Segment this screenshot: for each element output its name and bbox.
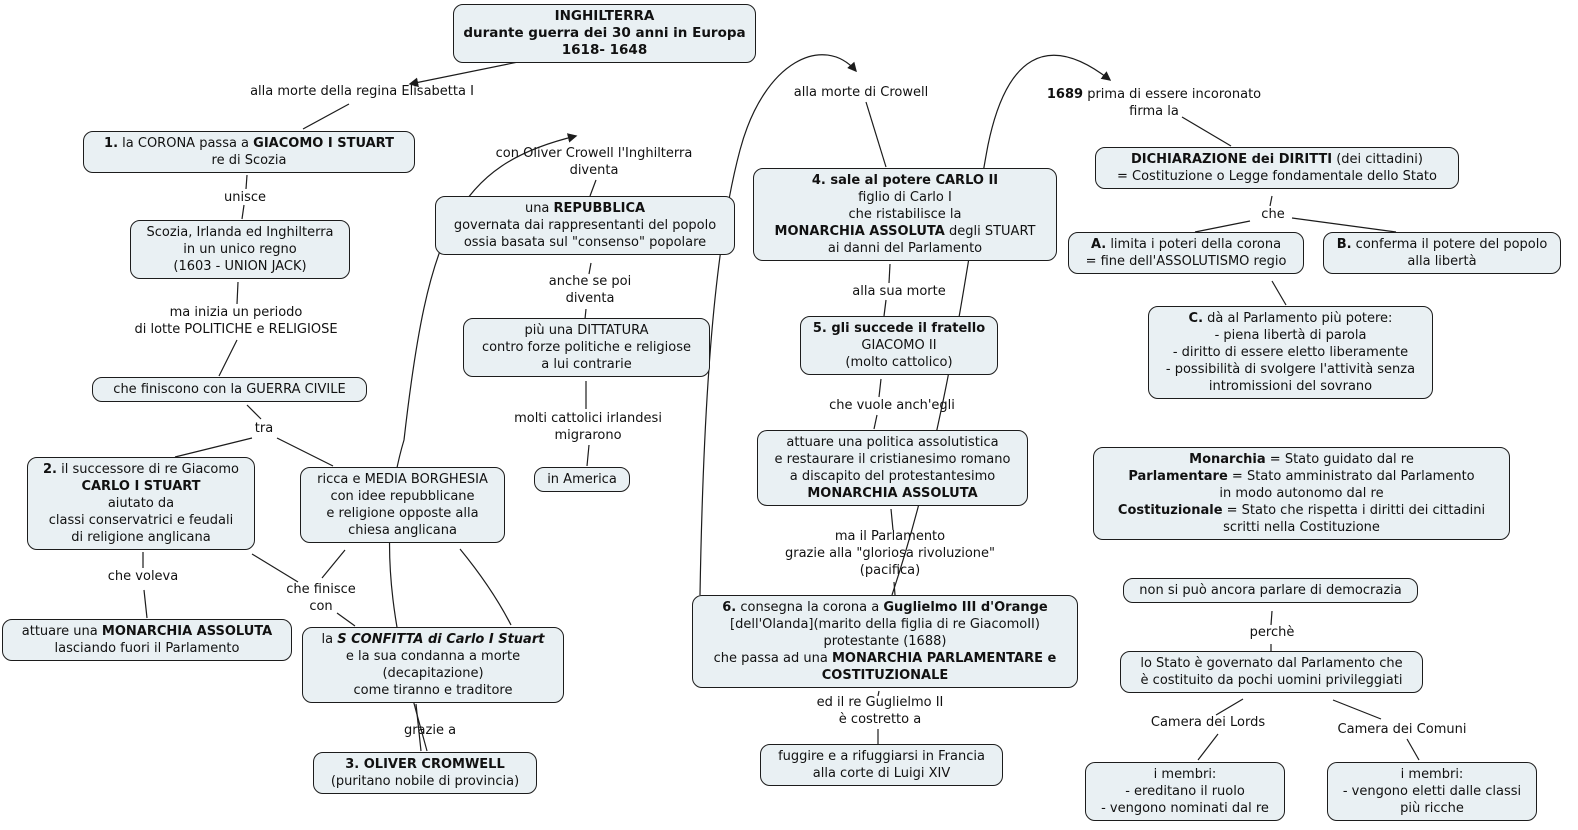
label-che-voleva: che voleva [107,569,179,584]
node-stato-governato-parlamento: lo Stato è governato dal Parlamento che è costituito da pochi uomini privileggiati [1120,651,1423,693]
node-fuga-in-francia: fuggire e a rifuggiarsi in Francia alla corte di Luigi XIV [760,744,1003,786]
label-tra: tra [254,421,274,436]
label-1689-firma: 1689 prima di essere incoronato firma la [1046,87,1262,119]
node-5-giacomo-ii: 5. gli succede il fratello GIACOMO II (molto cattolico) [800,316,998,375]
node-title-inghilterra: INGHILTERRA durante guerra dei 30 anni in Europa 1618- 1648 [453,4,756,63]
label-camera-comuni: Camera dei Comuni [1337,722,1467,737]
node-3-oliver-cromwell: 3. OLIVER CROMWELL (puritano nobile di provincia) [313,752,537,794]
label-perche: perchè [1249,625,1295,640]
label-ma-il-parlamento: ma il Parlamento grazie alla "gloriosa rivoluzione" (pacifica) [784,529,996,578]
node-2-carlo-i-stuart: 2. il successore di re Giacomo CARLO I STUART aiutato da classi conservatrici e feudali di religione anglicana [27,457,255,550]
label-grazie-a: grazie a [403,723,457,738]
node-non-democrazia: non si può ancora parlare di democrazia [1123,578,1418,603]
label-alla-sua-morte: alla sua morte [852,284,946,299]
label-lotte: ma inizia un periodo di lotte POLITICHE e RELIGIOSE [134,305,338,337]
label-camera-lords: Camera dei Lords [1150,715,1266,730]
node-monarchia-assoluta-carlo: attuare una MONARCHIA ASSOLUTA lasciando fuori il Parlamento [2,619,292,661]
node-scozia-irlanda-inghilterra: Scozia, Irlanda ed Inghilterra in un unico regno (1603 - UNION JACK) [130,220,350,279]
node-politica-assolutistica: attuare una politica assolutistica e restaurare il cristianesimo romano a discapito del protestantesimo MONARCHIA ASSOLUTA [757,430,1028,506]
node-c-parlamento-potere: C. dà al Parlamento più potere: - piena libertà di parola - diritto di essere eletto liberamente - possibilità di svolgere l'attività senza intromissioni del sovrano [1148,306,1433,399]
node-definizioni-stato: Monarchia = Stato guidato dal re Parlamentare = Stato amministrato dal Parlamento in modo autonomo dal re Costituzionale = Stato che rispetta i diritti dei cittadini scritti nella Costituzione [1093,447,1510,540]
label-anche-se-poi: anche se poi diventa [548,274,632,306]
label-morte-elisabetta: alla morte della regina Elisabetta I [250,84,474,99]
label-che-vuole-anchegli: che vuole anch'egli [829,398,955,413]
node-membri-comuni: i membri: - vengono eletti dalle classi più ricche [1327,762,1537,821]
node-sconfitta-carlo-i: la S CONFITTA di Carlo I Stuart e la sua condanna a morte (decapitazione) come tiranno e traditore [302,627,564,703]
node-in-america: in America [534,467,630,492]
node-1-corona-giacomo: 1. la CORONA passa a GIACOMO I STUART re di Scozia [83,131,415,173]
node-dittatura: più una DITTATURA contro forze politiche e religiose a lui contrarie [463,318,710,377]
node-media-borghesia: ricca e MEDIA BORGHESIA con idee repubblicane e religione opposte alla chiesa anglicana [300,467,505,543]
node-b-conferma-potere-popolo: B. conferma il potere del popolo alla libertà [1323,232,1561,274]
node-guerra-civile: che finiscono con la GUERRA CIVILE [92,377,367,402]
label-morte-crowell: alla morte di Crowell [793,85,929,100]
node-dichiarazione-diritti: DICHIARAZIONE dei DIRITTI (dei cittadini) = Costituzione o Legge fondamentale dello Stato [1095,147,1459,189]
label-migrarono: molti cattolici irlandesi migrarono [514,411,662,443]
label-che-finisce: che finisce con [286,582,356,614]
node-4-carlo-ii: 4. sale al potere CARLO II figlio di Carlo I che ristabilisce la MONARCHIA ASSOLUTA degli STUART ai danni del Parlamento [753,168,1057,261]
node-a-limita-poteri: A. limita i poteri della corona = fine dell'ASSOLUTISMO regio [1068,232,1304,274]
node-repubblica: una REPUBBLICA governata dai rappresentanti del popolo ossia basata sul "consenso" popolare [435,196,735,255]
node-membri-lords: i membri: - ereditano il ruolo - vengono nominati dal re [1085,762,1285,821]
node-6-guglielmo-iii-orange: 6. consegna la corona a Guglielmo III d'Orange [dell'Olanda](marito della figlia di re GiacomoII) protestante (1688) che passa ad una MONARCHIA PARLAMENTARE e COSTITUZIONALE [692,595,1078,688]
label-unisce: unisce [223,190,267,205]
label-con-crowell: con Oliver Crowell l'Inghilterra diventa [495,146,693,178]
label-che-right: che [1261,207,1285,222]
label-guglielmo-costretto: ed il re Guglielmo II è costretto a [816,695,944,727]
